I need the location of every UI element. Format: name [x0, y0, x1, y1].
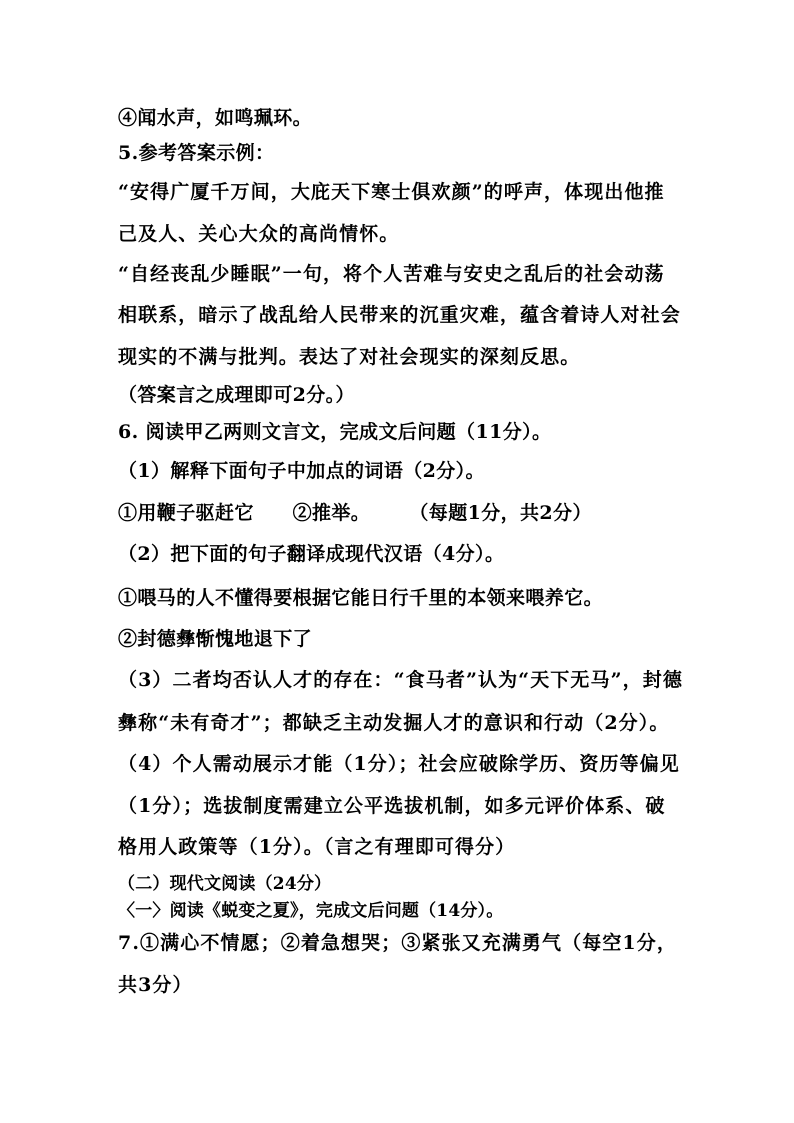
question-6-part-4-line-2: （1分）；选拔制度需建立公平选拔机制，如多元评价体系、破 — [118, 795, 666, 817]
question-6-part-2-heading: （2）把下面的句子翻译成现代汉语（4分）。 — [118, 543, 505, 565]
answer-5-paragraph-2-line-3: 现实的不满与批判。表达了对社会现实的深刻反思。 — [118, 346, 581, 368]
answer-line-4-quote: ④闻水声，如鸣珮环。 — [118, 107, 313, 129]
question-6-part-4-line-3: 格用人政策等（1分）。（言之有理即可得分） — [118, 836, 516, 858]
answer-5-scoring-note: （答案言之成理即可2分。） — [118, 384, 355, 406]
question-6-part-3-line-1: （3）二者均否认人才的存在：“食马者”认为“天下无马”，封德 — [118, 669, 683, 691]
question-6-part-2-answer-2: ②封德彝惭愧地退下了 — [118, 628, 313, 650]
question-6-part-3-line-2: 彝称“未有奇才”；都缺乏主动发掘人才的意识和行动（2分）。 — [118, 712, 670, 734]
question-5-heading: 5.参考答案示例： — [118, 142, 275, 164]
question-7-answer-line-2: 共3分） — [118, 974, 193, 996]
question-6-part-4-line-1: （4）个人需动展示才能（1分）；社会应破除学历、资历等偏见 — [118, 753, 680, 775]
answer-5-paragraph-1-line-1: “安得广厦千万间，大庇天下寒士俱欢颜”的呼声，体现出他推 — [118, 181, 665, 203]
question-6-part-1-answer: ①用鞭子驱赶它 ②推举。 （每题1分，共2分） — [118, 502, 592, 524]
question-7-answer-line-1: 7.①满心不情愿；②着急想哭；③紧张又充满勇气（每空1分， — [118, 932, 677, 954]
section-2-heading: （二）现代文阅读（24分） — [118, 874, 332, 894]
reading-1-heading: 〈一〉阅读《蜕变之夏》，完成文后问题（14分）。 — [118, 901, 504, 921]
question-6-heading: 6. 阅读甲乙两则文言文，完成文后问题（11分）。 — [118, 421, 552, 443]
answer-5-paragraph-2-line-1: “自经丧乱少睡眠”一句，将个人苦难与安史之乱后的社会动荡 — [118, 263, 665, 285]
answer-5-paragraph-1-line-2: 己及人、关心大众的高尚情怀。 — [118, 223, 400, 245]
answer-5-paragraph-2-line-2: 相联系，暗示了战乱给人民带来的沉重灾难，蕴含着诗人对社会 — [118, 304, 681, 326]
question-6-part-1-heading: （1）解释下面句子中加点的词语（2分）。 — [118, 460, 485, 482]
question-6-part-2-answer-1: ①喂马的人不懂得要根据它能日行千里的本领来喂养它。 — [118, 587, 604, 609]
